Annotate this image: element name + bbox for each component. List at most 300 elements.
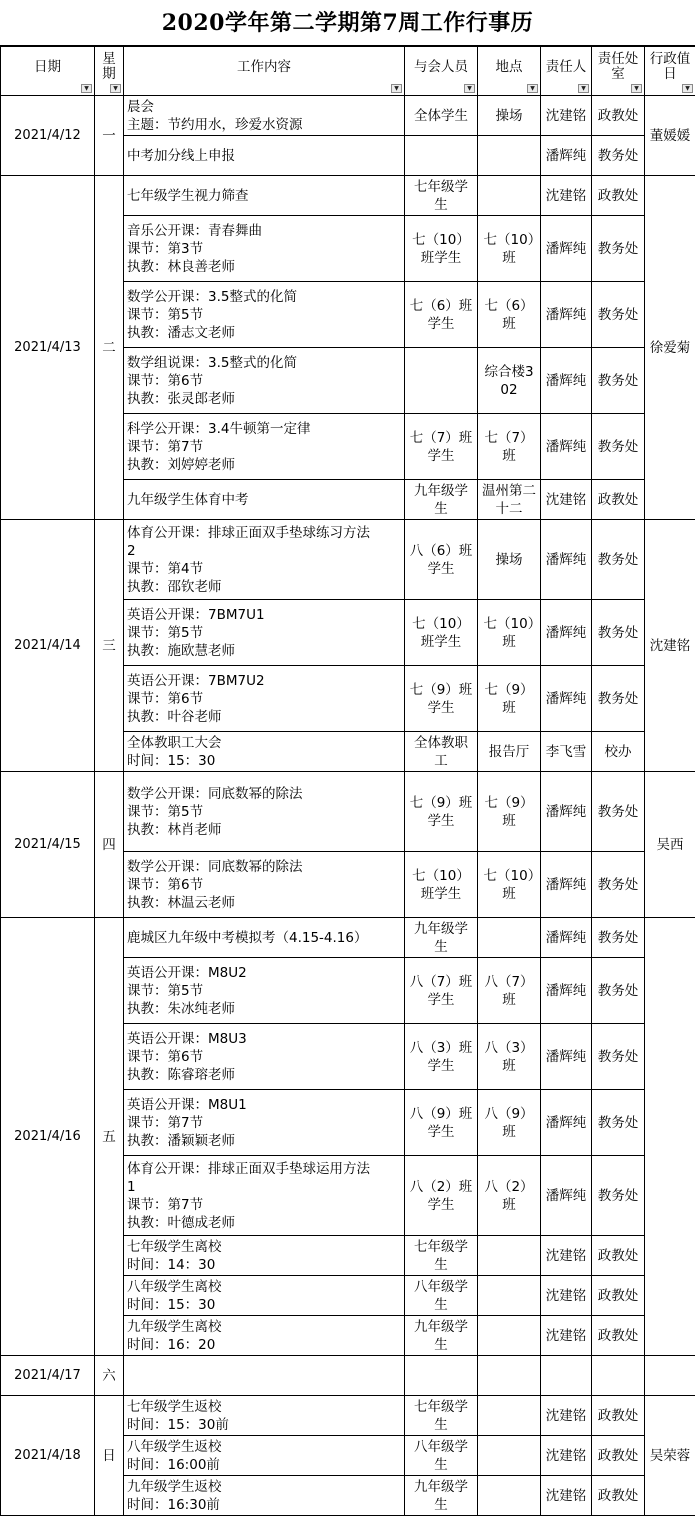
office-cell[interactable] <box>592 732 645 772</box>
location-cell[interactable] <box>478 1236 541 1276</box>
person-cell-text: 沈建铭 <box>545 1407 587 1424</box>
person-cell[interactable] <box>541 958 592 1024</box>
person-cell[interactable] <box>541 600 592 666</box>
office-cell[interactable] <box>592 918 645 958</box>
content-line: 体育公开课：排球正面双手垫球运用方法 <box>127 1160 370 1177</box>
office-cell[interactable] <box>592 414 645 480</box>
work-content-cell[interactable] <box>124 96 405 136</box>
location-cell-text: 操场 <box>495 551 523 568</box>
location-cell[interactable] <box>478 772 541 852</box>
location-cell[interactable] <box>478 732 541 772</box>
location-cell[interactable] <box>478 414 541 480</box>
participants-cell[interactable] <box>405 1090 478 1156</box>
location-cell[interactable] <box>478 176 541 216</box>
duty-cell[interactable]: 董媛媛 <box>645 96 695 176</box>
person-cell[interactable] <box>541 1236 592 1276</box>
person-cell[interactable] <box>541 918 592 958</box>
office-cell-text: 政教处 <box>597 1407 639 1424</box>
work-content-cell[interactable] <box>124 1356 405 1396</box>
content-line: 课节：第5节 <box>127 306 204 323</box>
filter-dropdown-icon[interactable]: ▼ <box>682 84 693 93</box>
duty-cell[interactable]: 沈建铭 <box>645 520 695 772</box>
person-cell[interactable] <box>541 1396 592 1436</box>
person-cell-text: 沈建铭 <box>545 1327 587 1344</box>
office-cell[interactable] <box>592 772 645 852</box>
date-cell[interactable]: 2021/4/14 <box>1 520 95 772</box>
participants-cell-text: 八（2）班学生 <box>409 1178 473 1213</box>
date-cell[interactable]: 2021/4/17 <box>1 1356 95 1396</box>
content-line: 体育公开课：排球正面双手垫球练习方法 <box>127 524 370 541</box>
table-row <box>1 520 695 600</box>
content-line: 2 <box>127 542 136 559</box>
location-cell-text: 七（10）班 <box>483 867 535 902</box>
participants-cell-text: 八（9）班学生 <box>409 1105 473 1140</box>
participants-cell[interactable] <box>405 1356 478 1396</box>
location-cell-text: 操场 <box>495 107 523 124</box>
office-cell[interactable] <box>592 96 645 136</box>
participants-cell[interactable] <box>405 282 478 348</box>
header-row <box>1 47 695 96</box>
work-content-cell[interactable] <box>124 520 405 600</box>
location-cell[interactable] <box>478 666 541 732</box>
office-cell[interactable] <box>592 176 645 216</box>
table-row <box>1 918 695 958</box>
office-cell[interactable] <box>592 666 645 732</box>
weekday-cell[interactable]: 五 <box>95 918 124 1356</box>
participants-cell[interactable] <box>405 732 478 772</box>
participants-cell-text: 九年级学生 <box>414 1478 468 1513</box>
person-cell[interactable] <box>541 176 592 216</box>
participants-cell-text: 七（10）班学生 <box>412 867 470 902</box>
work-content-cell[interactable] <box>124 1436 405 1476</box>
work-content-cell[interactable] <box>124 1276 405 1316</box>
filter-dropdown-icon[interactable]: ▼ <box>81 84 92 93</box>
content-line: 时间：15：30前 <box>127 1416 229 1433</box>
person-cell[interactable] <box>541 666 592 732</box>
duty-cell[interactable] <box>645 918 695 1356</box>
office-cell[interactable] <box>592 1090 645 1156</box>
content-line: 英语公开课：M8U3 <box>127 1030 247 1047</box>
filter-dropdown-icon[interactable]: ▼ <box>110 84 121 93</box>
participants-cell-text: 七年级学生 <box>414 1398 468 1433</box>
office-cell[interactable] <box>592 282 645 348</box>
person-cell-text: 潘辉纯 <box>545 929 587 946</box>
content-line: 课节：第7节 <box>127 438 204 455</box>
content-line: 执教：邵钦老师 <box>127 578 222 595</box>
location-cell[interactable] <box>478 1090 541 1156</box>
participants-cell-text: 七（6）班学生 <box>409 297 473 332</box>
work-content-cell[interactable] <box>124 1316 405 1356</box>
content-line: 执教：陈睿瑢老师 <box>127 1066 235 1083</box>
content-line: 英语公开课：M8U2 <box>127 964 247 981</box>
location-cell[interactable] <box>478 136 541 176</box>
participants-cell-text: 八（6）班学生 <box>409 542 473 577</box>
table-row <box>1 772 695 852</box>
participants-cell[interactable] <box>405 666 478 732</box>
participants-cell-text: 七（9）班学生 <box>409 681 473 716</box>
content-line: 执教：潘颖颖老师 <box>127 1132 235 1149</box>
participants-cell[interactable] <box>405 176 478 216</box>
content-line: 执教：林良善老师 <box>127 258 235 275</box>
office-cell[interactable] <box>592 1236 645 1276</box>
person-cell[interactable] <box>541 520 592 600</box>
person-cell-text: 潘辉纯 <box>545 982 587 999</box>
content-line: 执教：林温云老师 <box>127 894 235 911</box>
participants-cell[interactable] <box>405 480 478 520</box>
person-cell-text: 潘辉纯 <box>545 803 587 820</box>
date-cell[interactable]: 2021/4/18 <box>1 1396 95 1516</box>
participants-cell[interactable] <box>405 1476 478 1516</box>
participants-cell-text: 八（7）班学生 <box>409 973 473 1008</box>
content-line: 数学公开课：同底数幂的除法 <box>127 858 303 875</box>
weekday-cell[interactable]: 六 <box>95 1356 124 1396</box>
location-cell[interactable] <box>478 600 541 666</box>
location-cell[interactable] <box>478 1476 541 1516</box>
content-line: 七年级学生离校 <box>127 1238 222 1255</box>
content-line: 课节：第7节 <box>127 1196 204 1213</box>
participants-cell-text: 七年级学生 <box>414 1238 468 1273</box>
content-line: 八年级学生返校 <box>127 1438 222 1455</box>
participants-cell[interactable] <box>405 1436 478 1476</box>
header-content: 工作内容 ▼ <box>124 47 405 96</box>
participants-cell[interactable] <box>405 520 478 600</box>
content-line: 数学组说课：3.5整式的化简 <box>127 354 297 371</box>
location-cell[interactable] <box>478 216 541 282</box>
weekday-cell[interactable]: 一 <box>95 96 124 176</box>
office-cell-text: 教务处 <box>597 1048 639 1065</box>
participants-cell-text: 八年级学生 <box>414 1278 468 1313</box>
content-line: 全体教职工大会 <box>127 734 222 751</box>
content-line: 时间：14：30 <box>127 1256 216 1273</box>
weekday-cell[interactable]: 日 <box>95 1396 124 1516</box>
weekday-cell[interactable]: 二 <box>95 176 124 520</box>
office-cell[interactable] <box>592 1024 645 1090</box>
participants-cell[interactable] <box>405 136 478 176</box>
header-location: 地点 ▼ <box>478 47 541 96</box>
schedule-table <box>0 46 695 1516</box>
header-duty: 行政值日 ▼ <box>645 47 695 96</box>
person-cell-text: 潘辉纯 <box>545 624 587 641</box>
schedule-body <box>1 96 695 1516</box>
office-cell-text: 教务处 <box>597 876 639 893</box>
location-cell-text: 七（10）班 <box>483 615 535 650</box>
participants-cell[interactable] <box>405 918 478 958</box>
content-line: 英语公开课：M8U1 <box>127 1096 247 1113</box>
location-cell-text: 七（7）班 <box>484 429 534 464</box>
office-cell[interactable] <box>592 958 645 1024</box>
participants-cell[interactable] <box>405 772 478 852</box>
page-title: 2020学年第二学期第7周工作行事历 <box>0 0 695 46</box>
content-line: 科学公开课：3.4牛顿第一定律 <box>127 420 311 437</box>
location-cell[interactable] <box>478 1356 541 1396</box>
person-cell-text: 潘辉纯 <box>545 147 587 164</box>
participants-cell[interactable] <box>405 1236 478 1276</box>
work-content-cell[interactable] <box>124 176 405 216</box>
person-cell[interactable] <box>541 216 592 282</box>
work-content-cell[interactable] <box>124 772 405 852</box>
filter-dropdown-icon[interactable]: ▼ <box>578 84 589 93</box>
participants-cell-text: 七年级学生 <box>414 178 468 213</box>
location-cell[interactable] <box>478 1024 541 1090</box>
work-content-cell[interactable] <box>124 1476 405 1516</box>
content-line: 执教：叶德成老师 <box>127 1214 235 1231</box>
person-cell[interactable] <box>541 282 592 348</box>
participants-cell[interactable] <box>405 958 478 1024</box>
weekday-cell[interactable]: 四 <box>95 772 124 918</box>
header-participants: 与会人员 ▼ <box>405 47 478 96</box>
office-cell-text: 教务处 <box>597 438 639 455</box>
location-cell-text: 七（9）班 <box>484 794 534 829</box>
office-cell-text: 政教处 <box>597 491 639 508</box>
header-office: 责任处室 ▼ <box>592 47 645 96</box>
person-cell-text: 沈建铭 <box>545 1447 587 1464</box>
content-line: 课节：第7节 <box>127 1114 204 1131</box>
office-cell[interactable] <box>592 480 645 520</box>
office-cell[interactable] <box>592 600 645 666</box>
content-line: 七年级学生视力筛查 <box>127 187 249 204</box>
work-content-cell[interactable] <box>124 414 405 480</box>
work-content-cell[interactable] <box>124 666 405 732</box>
content-line: 时间：16:00前 <box>127 1456 220 1473</box>
date-cell[interactable]: 2021/4/15 <box>1 772 95 918</box>
work-content-cell[interactable] <box>124 600 405 666</box>
office-cell[interactable] <box>592 1356 645 1396</box>
person-cell[interactable] <box>541 1356 592 1396</box>
participants-cell-text: 九年级学生 <box>414 482 468 517</box>
participants-cell[interactable] <box>405 1024 478 1090</box>
office-cell[interactable] <box>592 1156 645 1236</box>
content-line: 时间：15：30 <box>127 752 216 769</box>
person-cell-text: 沈建铭 <box>545 1247 587 1264</box>
content-line: 课节：第6节 <box>127 876 204 893</box>
person-cell[interactable] <box>541 136 592 176</box>
content-line: 英语公开课：7BM7U1 <box>127 606 265 623</box>
work-content-cell[interactable] <box>124 1024 405 1090</box>
participants-cell[interactable] <box>405 1316 478 1356</box>
person-cell-text: 潘辉纯 <box>545 372 587 389</box>
person-cell[interactable] <box>541 348 592 414</box>
participants-cell[interactable] <box>405 348 478 414</box>
person-cell-text: 沈建铭 <box>545 187 587 204</box>
work-content-cell[interactable] <box>124 1156 405 1236</box>
office-cell[interactable] <box>592 1476 645 1516</box>
content-line: 音乐公开课：青春舞曲 <box>127 222 262 239</box>
content-line: 英语公开课：7BM7U2 <box>127 672 265 689</box>
office-cell-text: 教务处 <box>597 690 639 707</box>
date-cell[interactable]: 2021/4/16 <box>1 918 95 1356</box>
content-line: 九年级学生返校 <box>127 1478 222 1495</box>
content-line: 数学公开课：同底数幂的除法 <box>127 785 303 802</box>
person-cell-text: 沈建铭 <box>545 107 587 124</box>
office-cell[interactable] <box>592 852 645 918</box>
person-cell[interactable] <box>541 1090 592 1156</box>
date-cell[interactable]: 2021/4/13 <box>1 176 95 520</box>
location-cell[interactable] <box>478 1436 541 1476</box>
location-cell[interactable] <box>478 96 541 136</box>
participants-cell[interactable] <box>405 1276 478 1316</box>
location-cell-text: 温州第二十二 <box>482 482 536 517</box>
person-cell[interactable] <box>541 96 592 136</box>
person-cell[interactable] <box>541 772 592 852</box>
content-line: 执教：张灵郎老师 <box>127 390 235 407</box>
person-cell[interactable] <box>541 852 592 918</box>
participants-cell-text: 七（10）班学生 <box>412 231 470 266</box>
office-cell-text: 教务处 <box>597 147 639 164</box>
work-content-cell[interactable] <box>124 732 405 772</box>
location-cell[interactable] <box>478 480 541 520</box>
office-cell-text: 教务处 <box>597 306 639 323</box>
work-content-cell[interactable] <box>124 480 405 520</box>
participants-cell[interactable] <box>405 1156 478 1236</box>
participants-cell-text: 七（9）班学生 <box>409 794 473 829</box>
duty-cell[interactable] <box>645 1356 695 1396</box>
location-cell[interactable] <box>478 348 541 414</box>
person-cell[interactable] <box>541 732 592 772</box>
content-line: 七年级学生返校 <box>127 1398 222 1415</box>
office-cell-text: 政教处 <box>597 1327 639 1344</box>
person-cell[interactable] <box>541 1276 592 1316</box>
content-line: 1 <box>127 1178 136 1195</box>
office-cell[interactable] <box>592 1276 645 1316</box>
location-cell[interactable] <box>478 918 541 958</box>
work-content-cell[interactable] <box>124 958 405 1024</box>
location-cell[interactable] <box>478 958 541 1024</box>
location-cell[interactable] <box>478 1156 541 1236</box>
location-cell[interactable] <box>478 282 541 348</box>
content-line: 晨会 <box>127 98 154 115</box>
office-cell-text: 教务处 <box>597 803 639 820</box>
work-content-cell[interactable] <box>124 348 405 414</box>
office-cell-text: 教务处 <box>597 551 639 568</box>
participants-cell[interactable] <box>405 414 478 480</box>
participants-cell[interactable] <box>405 216 478 282</box>
person-cell-text: 潘辉纯 <box>545 438 587 455</box>
content-line: 课节：第5节 <box>127 624 204 641</box>
person-cell[interactable] <box>541 480 592 520</box>
office-cell-text: 教务处 <box>597 929 639 946</box>
location-cell[interactable] <box>478 1276 541 1316</box>
work-content-cell[interactable] <box>124 1396 405 1436</box>
table-row <box>1 1356 695 1396</box>
participants-cell-text: 八（3）班学生 <box>409 1039 473 1074</box>
person-cell[interactable] <box>541 1316 592 1356</box>
office-cell-text: 校办 <box>604 743 632 760</box>
work-content-cell[interactable] <box>124 136 405 176</box>
person-cell-text: 沈建铭 <box>545 1487 587 1504</box>
office-cell[interactable] <box>592 216 645 282</box>
location-cell-text: 七（6）班 <box>484 297 534 332</box>
duty-cell[interactable]: 吴西 <box>645 772 695 918</box>
content-line: 执教：朱冰纯老师 <box>127 1000 235 1017</box>
office-cell-text: 教务处 <box>597 1114 639 1131</box>
content-line: 数学公开课：3.5整式的化简 <box>127 288 297 305</box>
person-cell[interactable] <box>541 1156 592 1236</box>
person-cell-text: 潘辉纯 <box>545 240 587 257</box>
filter-dropdown-icon[interactable]: ▼ <box>631 84 642 93</box>
duty-cell[interactable]: 吴荣蓉 <box>645 1396 695 1516</box>
location-cell[interactable] <box>478 852 541 918</box>
office-cell-text: 政教处 <box>597 187 639 204</box>
location-cell[interactable] <box>478 1396 541 1436</box>
location-cell-text: 七（10）班 <box>483 231 535 266</box>
participants-cell[interactable] <box>405 1396 478 1436</box>
work-content-cell[interactable] <box>124 216 405 282</box>
work-content-cell[interactable] <box>124 918 405 958</box>
location-cell[interactable] <box>478 1316 541 1356</box>
office-cell[interactable] <box>592 136 645 176</box>
person-cell-text: 潘辉纯 <box>545 690 587 707</box>
participants-cell[interactable] <box>405 96 478 136</box>
content-line: 鹿城区九年级中考模拟考（4.15-4.16） <box>127 929 368 946</box>
header-weekday: 星期 ▼ <box>95 47 124 96</box>
content-line: 执教：潘志文老师 <box>127 324 235 341</box>
office-cell-text: 政教处 <box>597 1247 639 1264</box>
content-line: 九年级学生体育中考 <box>127 491 249 508</box>
work-content-cell[interactable] <box>124 1090 405 1156</box>
content-line: 九年级学生离校 <box>127 1318 222 1335</box>
participants-cell-text: 七（7）班学生 <box>409 429 473 464</box>
participants-cell-text: 全体学生 <box>414 107 468 124</box>
content-line: 执教：叶谷老师 <box>127 708 222 725</box>
participants-cell-text: 全体教职工 <box>414 734 468 769</box>
content-line: 课节：第6节 <box>127 690 204 707</box>
duty-cell[interactable]: 徐爱菊 <box>645 176 695 520</box>
location-cell-text: 八（7）班 <box>484 973 534 1008</box>
content-line: 时间：16：20 <box>127 1336 216 1353</box>
person-cell-text: 潘辉纯 <box>545 1048 587 1065</box>
person-cell[interactable] <box>541 1024 592 1090</box>
person-cell-text: 潘辉纯 <box>545 551 587 568</box>
content-line: 课节：第5节 <box>127 982 204 999</box>
location-cell[interactable] <box>478 520 541 600</box>
work-content-cell[interactable] <box>124 1236 405 1276</box>
date-cell[interactable]: 2021/4/12 <box>1 96 95 176</box>
office-cell[interactable] <box>592 1396 645 1436</box>
location-cell-text: 八（2）班 <box>484 1178 534 1213</box>
filter-dropdown-icon[interactable]: ▼ <box>527 84 538 93</box>
office-cell[interactable] <box>592 1436 645 1476</box>
content-line: 中考加分线上申报 <box>127 147 235 164</box>
content-line: 执教：施欧慧老师 <box>127 642 235 659</box>
participants-cell-text: 七（10）班学生 <box>412 615 470 650</box>
content-line: 课节：第3节 <box>127 240 204 257</box>
filter-dropdown-icon[interactable]: ▼ <box>464 84 475 93</box>
person-cell[interactable] <box>541 1436 592 1476</box>
participants-cell[interactable] <box>405 600 478 666</box>
participants-cell-text: 九年级学生 <box>414 1318 468 1353</box>
participants-cell[interactable] <box>405 852 478 918</box>
content-line: 执教：刘婷婷老师 <box>127 456 235 473</box>
office-cell[interactable] <box>592 520 645 600</box>
office-cell-text: 教务处 <box>597 372 639 389</box>
office-cell-text: 政教处 <box>597 1487 639 1504</box>
work-content-cell[interactable] <box>124 852 405 918</box>
person-cell[interactable] <box>541 414 592 480</box>
office-cell[interactable] <box>592 1316 645 1356</box>
person-cell[interactable] <box>541 1476 592 1516</box>
office-cell[interactable] <box>592 348 645 414</box>
weekday-cell[interactable]: 三 <box>95 520 124 772</box>
filter-dropdown-icon[interactable]: ▼ <box>391 84 402 93</box>
office-cell-text: 教务处 <box>597 982 639 999</box>
person-cell-text: 潘辉纯 <box>545 876 587 893</box>
content-line: 课节：第6节 <box>127 372 204 389</box>
person-cell-text: 沈建铭 <box>545 491 587 508</box>
office-cell-text: 政教处 <box>597 1447 639 1464</box>
work-content-cell[interactable] <box>124 282 405 348</box>
person-cell-text: 潘辉纯 <box>545 1187 587 1204</box>
content-line: 时间：15：30 <box>127 1296 216 1313</box>
